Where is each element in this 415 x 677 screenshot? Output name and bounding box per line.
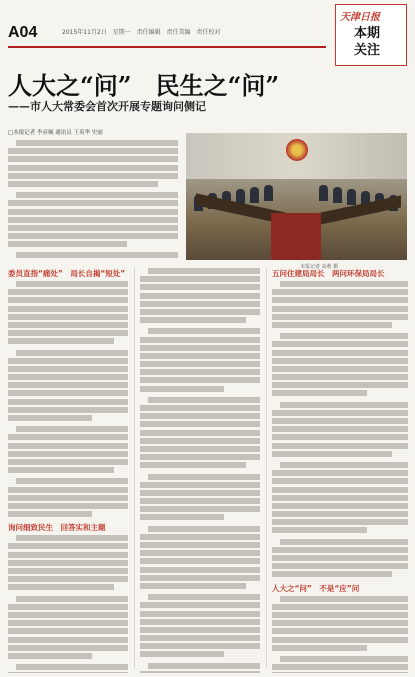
header-rule <box>8 46 326 48</box>
art-editor: 责任美编 <box>166 29 191 36</box>
page-number: A04 <box>8 24 38 41</box>
subheadline: ——市人大常委会首次开展专题询问侧记 <box>8 100 206 113</box>
photo-carpet <box>271 213 321 260</box>
section-title: 询问细致民生 回答实和主题 <box>8 523 106 533</box>
weekday: 星期一 <box>112 29 131 36</box>
byline: □本报记者 李彦娴 通讯员 王英华 史丽 <box>8 130 103 136</box>
column-2 <box>140 268 260 673</box>
headline: 人大之“问” 民生之“问” <box>8 71 280 100</box>
newspaper-logo: 天津日报 <box>340 12 380 23</box>
column-divider <box>134 268 135 668</box>
column-1 <box>8 268 128 673</box>
column-3 <box>272 268 408 673</box>
intro-text <box>8 140 178 260</box>
meeting-photo <box>186 133 407 260</box>
column-title-line-1: 本期 <box>354 26 381 41</box>
proofreader: 责任校对 <box>196 29 221 36</box>
section-title: 五问住建局局长 两问环保局局长 <box>272 269 385 278</box>
column-title-line-2: 关注 <box>354 43 381 58</box>
photo-caption: 本报记者 高莉 摄 <box>300 264 339 270</box>
date: 2015年11月2日 <box>62 29 107 36</box>
column-title <box>354 25 380 59</box>
national-emblem-icon <box>286 139 308 161</box>
column-brand-box <box>335 4 407 66</box>
column-divider <box>266 268 267 668</box>
editor: 责任编辑 <box>136 29 161 36</box>
date-line <box>62 27 224 36</box>
section-title: 委员直指“痛处” 局长自揭“短处” <box>8 269 126 278</box>
section-title: 人大之“问” 不是“应”问 <box>272 583 360 593</box>
